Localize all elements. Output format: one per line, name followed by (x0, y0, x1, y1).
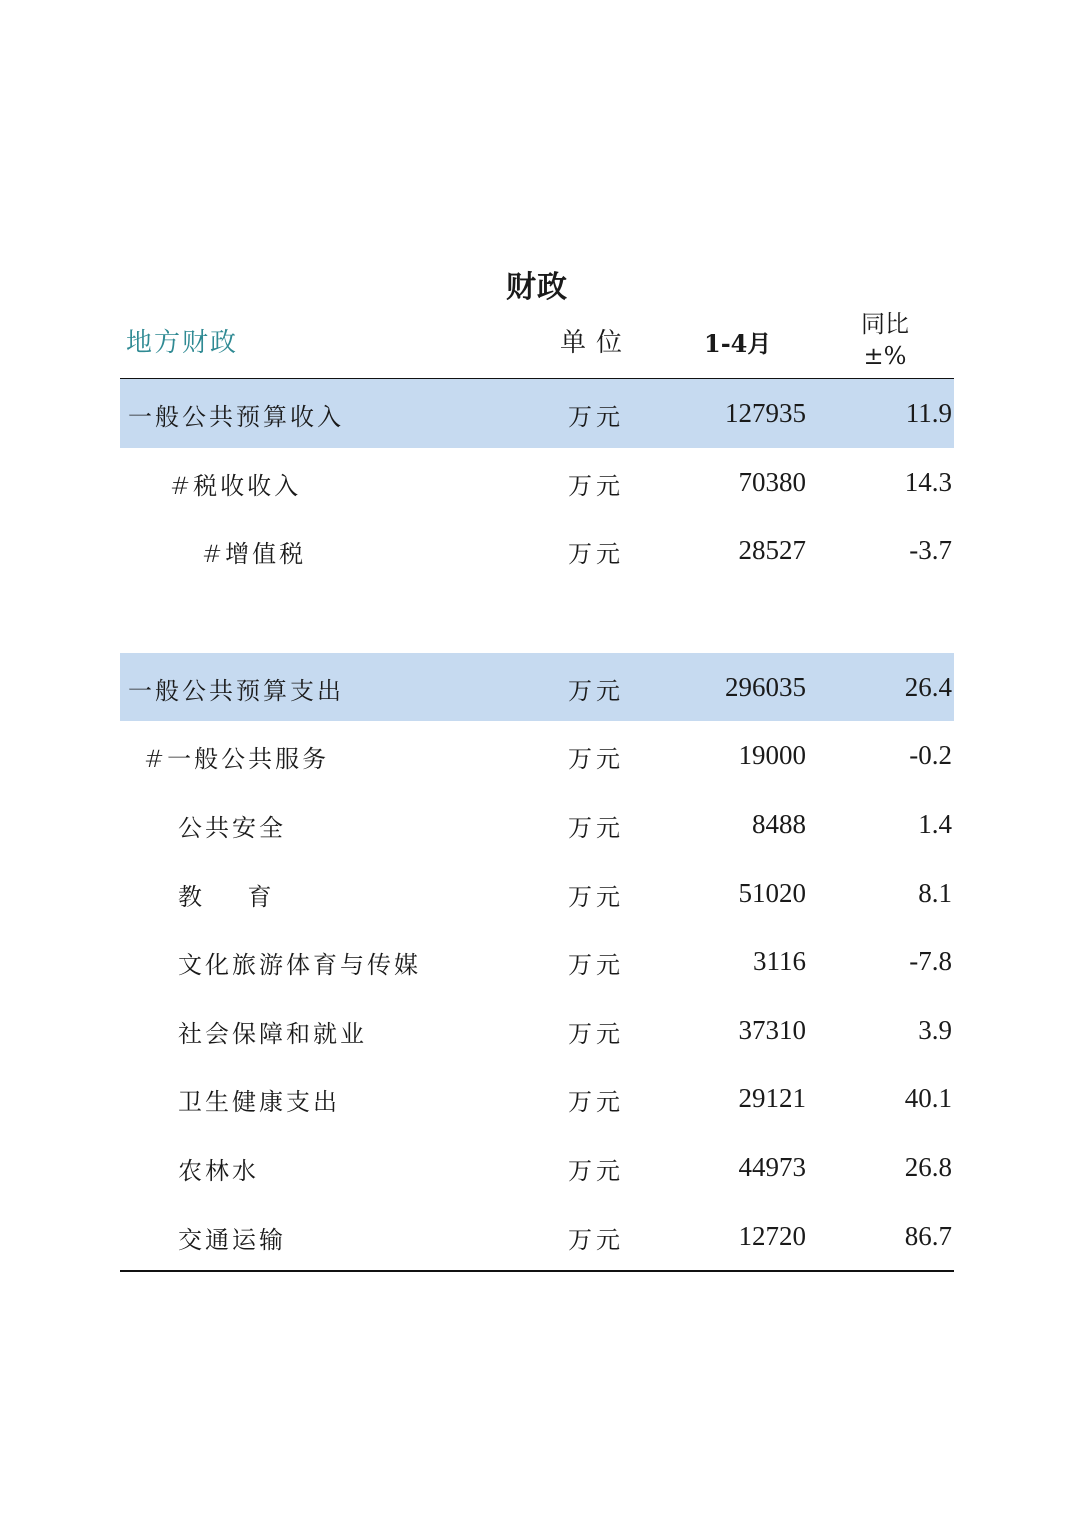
row-unit: 万元 (568, 540, 624, 569)
row-yoy: 26.4 (904, 671, 952, 702)
table-row (120, 1202, 954, 1271)
row-value: 29121 (738, 1083, 806, 1114)
row-unit: 万元 (568, 1225, 624, 1254)
row-value: 8488 (752, 808, 806, 839)
row-value: 37310 (738, 1014, 806, 1045)
row-value: 296035 (725, 671, 806, 702)
table-row (120, 721, 954, 790)
row-value: 44973 (738, 1151, 806, 1182)
row-spacer (120, 585, 954, 653)
row-label: 一般公共预算收入 (128, 403, 344, 431)
row-unit: 万元 (568, 676, 624, 705)
column-header-yoy-line2: ±% (863, 342, 907, 370)
row-label: #一般公共服务 (144, 745, 330, 774)
row-unit: 万元 (568, 471, 624, 500)
row-label: 社会保障和就业 (178, 1019, 367, 1048)
table-row (120, 1064, 954, 1133)
table-row (120, 448, 954, 517)
row-unit: 万元 (568, 1088, 624, 1117)
finance-table (120, 379, 954, 1270)
row-yoy: 8.1 (918, 877, 952, 908)
table-row (120, 516, 954, 585)
table-row (120, 379, 954, 448)
row-yoy: -3.7 (909, 535, 952, 566)
row-label: 文化旅游体育与传媒 (178, 951, 421, 980)
row-value: 51020 (738, 877, 806, 908)
row-label: 农林水 (178, 1156, 259, 1185)
row-yoy: 11.9 (905, 398, 952, 428)
table-bottom-rule (120, 1270, 954, 1272)
row-yoy: -0.2 (909, 740, 952, 771)
row-unit: 万元 (568, 1156, 624, 1185)
row-value: 28527 (738, 535, 806, 566)
row-unit: 万元 (568, 403, 624, 431)
column-header-yoy (840, 308, 930, 372)
row-yoy: 3.9 (918, 1014, 952, 1045)
table-row (120, 859, 954, 928)
row-unit: 万元 (568, 745, 624, 774)
row-label: 卫生健康支出 (178, 1088, 340, 1117)
table-row (120, 996, 954, 1065)
column-header-period: 1-4月 (704, 329, 772, 358)
row-value: 19000 (738, 740, 806, 771)
row-label: 教 育 (178, 882, 275, 911)
row-yoy: 40.1 (904, 1083, 952, 1114)
row-label: #增值税 (202, 540, 307, 569)
row-unit: 万元 (568, 1019, 624, 1048)
row-yoy: 86.7 (904, 1220, 952, 1251)
row-label: 交通运输 (178, 1225, 286, 1254)
row-unit: 万元 (568, 882, 624, 911)
table-header (120, 300, 954, 380)
table-row (120, 927, 954, 996)
row-yoy: 14.3 (904, 466, 952, 497)
row-yoy: 1.4 (918, 808, 952, 839)
row-label: 一般公共预算支出 (128, 676, 344, 705)
row-label: 公共安全 (178, 813, 286, 842)
row-value: 70380 (738, 466, 806, 497)
row-unit: 万元 (568, 951, 624, 980)
section-title: 地方财政 (126, 328, 239, 358)
row-value: 127935 (725, 398, 806, 428)
table-row (120, 1133, 954, 1202)
page-title: 财政 (506, 270, 568, 305)
row-label: #税收收入 (170, 471, 302, 500)
row-yoy: 26.8 (904, 1151, 952, 1182)
row-yoy: -7.8 (909, 946, 952, 977)
column-header-yoy-line1: 同比 (861, 310, 909, 338)
column-header-unit: 单位 (560, 328, 633, 358)
row-unit: 万元 (568, 813, 624, 842)
row-value: 3116 (753, 946, 806, 977)
table-row (120, 653, 954, 722)
table-row (120, 790, 954, 859)
row-value: 12720 (738, 1220, 806, 1251)
